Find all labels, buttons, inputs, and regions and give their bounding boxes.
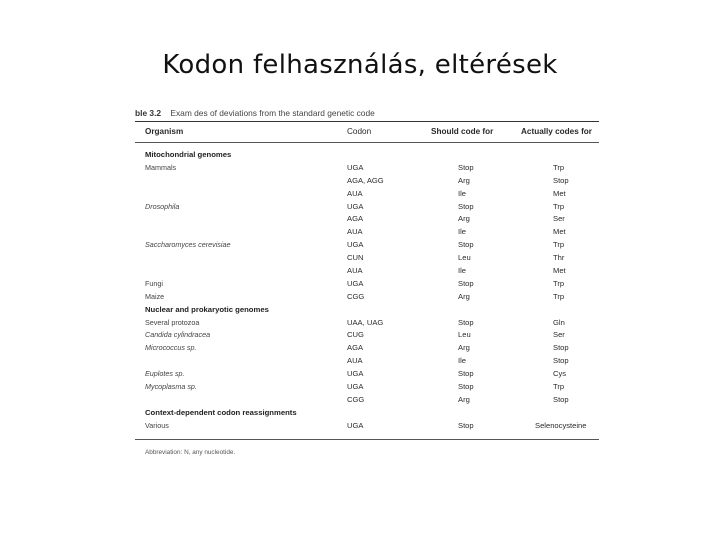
actual-code-cell: Gln <box>553 317 565 327</box>
actual-code-cell: Cys <box>553 369 567 379</box>
header-organism: Organism <box>145 127 184 136</box>
should-code-cell: Ile <box>458 356 467 366</box>
section-label: Nuclear and prokaryotic genomes <box>145 304 269 314</box>
actual-code-cell: Selenocysteine <box>535 420 587 430</box>
organism-cell: Several protozoa <box>145 317 200 327</box>
section-row <box>135 304 599 317</box>
table-bottom-rule <box>135 439 599 440</box>
table-row <box>135 381 599 394</box>
should-code-cell: Leu <box>458 253 471 263</box>
actual-code-cell: Met <box>553 227 566 237</box>
codon-cell: UGA <box>347 369 364 379</box>
codon-cell: UGA <box>347 201 364 211</box>
actual-code-cell: Stop <box>553 343 569 353</box>
organism-cell: Saccharomyces cerevisiae <box>145 240 231 250</box>
should-code-cell: Arg <box>458 291 470 301</box>
slide-title: Kodon felhasználás, eltérések <box>162 50 558 80</box>
table-row <box>135 175 599 188</box>
should-code-cell: Stop <box>458 278 474 288</box>
codon-cell: CGG <box>347 394 365 404</box>
actual-code-cell: Trp <box>553 382 565 392</box>
header-rule <box>135 142 599 143</box>
should-code-cell: Stop <box>458 369 474 379</box>
table-caption-number: ble 3.2 <box>135 108 162 118</box>
should-code-cell: Stop <box>458 162 474 172</box>
should-code-cell: Stop <box>458 382 474 392</box>
codon-cell: AGA <box>347 343 364 353</box>
should-code-cell: Arg <box>458 175 470 185</box>
actual-code-cell: Trp <box>553 278 565 288</box>
table-caption-text: Exam des of deviations from the standard genetic code <box>170 108 375 118</box>
table-row <box>135 226 599 239</box>
should-code-cell: Ile <box>458 188 467 198</box>
actual-code-cell: Met <box>553 266 566 276</box>
organism-cell: Maize <box>145 291 165 301</box>
organism-cell: Drosophila <box>145 201 180 211</box>
should-code-cell: Stop <box>458 317 474 327</box>
table-row <box>135 291 599 304</box>
table-row <box>135 213 599 226</box>
codon-cell: CGG <box>347 291 365 301</box>
actual-code-cell: Stop <box>553 356 569 366</box>
section-row <box>135 407 599 420</box>
codon-cell: UGA <box>347 162 364 172</box>
actual-code-cell: Trp <box>553 240 565 250</box>
should-code-cell: Stop <box>458 201 474 211</box>
table-row <box>135 252 599 265</box>
codon-cell: CUN <box>347 253 364 263</box>
table-row <box>135 420 599 433</box>
codon-cell: AGA <box>347 214 364 224</box>
actual-code-cell: Stop <box>553 394 569 404</box>
table-footnote: Abbreviation: N, any nucleotide. <box>145 449 236 456</box>
organism-cell: Candida cylindracea <box>145 330 211 340</box>
table-row <box>135 342 599 355</box>
section-label: Mitochondrial genomes <box>145 150 232 159</box>
codon-cell: UGA <box>347 240 364 250</box>
header-actually-codes-for: Actually codes for <box>521 127 592 136</box>
codon-cell: UGA <box>347 382 364 392</box>
should-code-cell: Arg <box>458 343 470 353</box>
actual-code-cell: Trp <box>553 201 565 211</box>
header-codon: Codon <box>347 127 372 136</box>
codon-cell: UAA, UAG <box>347 317 384 327</box>
header-should-code-for: Should code for <box>431 127 494 136</box>
should-code-cell: Stop <box>458 420 474 430</box>
organism-cell: Fungi <box>145 278 163 288</box>
table-row <box>135 162 599 175</box>
should-code-cell: Ile <box>458 227 467 237</box>
table-body <box>135 149 599 433</box>
codon-cell: CUG <box>347 330 364 340</box>
codon-cell: UGA <box>347 420 364 430</box>
actual-code-cell: Ser <box>553 330 565 340</box>
organism-cell: Euplotes sp. <box>145 369 185 379</box>
codon-cell: UGA <box>347 278 364 288</box>
table-row <box>135 201 599 214</box>
actual-code-cell: Met <box>553 188 566 198</box>
actual-code-cell: Thr <box>553 253 565 263</box>
codon-cell: AUA <box>347 266 363 276</box>
table-caption <box>135 108 375 118</box>
table-row <box>135 329 599 342</box>
table-row <box>135 368 599 381</box>
organism-cell: Various <box>145 420 169 430</box>
organism-cell: Mammals <box>145 162 177 172</box>
actual-code-cell: Trp <box>553 291 565 301</box>
codon-cell: AUA <box>347 356 363 366</box>
section-row <box>135 149 599 162</box>
table-row <box>135 394 599 407</box>
actual-code-cell: Trp <box>553 162 565 172</box>
table-top-rule <box>135 121 599 122</box>
should-code-cell: Ile <box>458 266 467 276</box>
table-row <box>135 239 599 252</box>
scanned-table <box>135 108 605 468</box>
table-row <box>135 265 599 278</box>
table-row <box>135 188 599 201</box>
should-code-cell: Arg <box>458 394 470 404</box>
codon-cell: AUA <box>347 188 363 198</box>
codon-cell: AUA <box>347 227 363 237</box>
actual-code-cell: Ser <box>553 214 565 224</box>
actual-code-cell: Stop <box>553 175 569 185</box>
section-label: Context-dependent codon reassignments <box>145 407 297 417</box>
organism-cell: Mycoplasma sp. <box>145 382 197 392</box>
should-code-cell: Stop <box>458 240 474 250</box>
should-code-cell: Arg <box>458 214 470 224</box>
should-code-cell: Leu <box>458 330 471 340</box>
table-row <box>135 355 599 368</box>
organism-cell: Micrococcus sp. <box>145 343 197 353</box>
codon-cell: AGA, AGG <box>347 175 384 185</box>
table-row <box>135 278 599 291</box>
table-row <box>135 317 599 330</box>
